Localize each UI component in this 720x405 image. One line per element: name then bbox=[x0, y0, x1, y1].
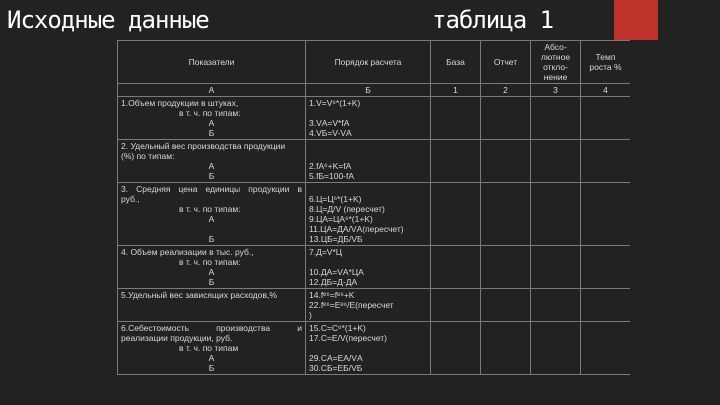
data-table bbox=[117, 40, 630, 375]
indicator-cell bbox=[118, 246, 306, 289]
indicator-text: 3. Средняя цена единицы продукции в bbox=[121, 184, 302, 194]
value-cell bbox=[431, 246, 481, 289]
indicator-text: Б bbox=[208, 171, 215, 181]
col-header-growth: Темп роста % bbox=[581, 41, 631, 84]
calc-text: 22.fᵉ⁶=Eᵉ⁶/E(пересчет bbox=[309, 300, 394, 310]
indicator-cell bbox=[118, 289, 306, 322]
indicator-text: А bbox=[208, 118, 215, 128]
col-header-calc: Порядок расчета bbox=[306, 41, 431, 84]
indicator-text: 1.Объем продукции в штуках, bbox=[121, 98, 239, 108]
indicator-text: в т. ч. по типам bbox=[179, 343, 239, 353]
value-cell bbox=[431, 289, 481, 322]
calc-text: 1.V=V⁶*(1+K) bbox=[309, 98, 361, 108]
table-row bbox=[118, 97, 631, 140]
indicator-text: 2. Удельный вес производства продукции bbox=[121, 141, 286, 151]
indicator-text: в т. ч. по типам: bbox=[179, 257, 241, 267]
indicator-text: руб., bbox=[121, 194, 140, 204]
value-cell bbox=[481, 322, 531, 375]
accent-bar bbox=[614, 0, 658, 40]
calc-text: 7.Д=V*Ц bbox=[309, 247, 343, 257]
page-title: Исходные данные bbox=[7, 6, 209, 34]
indicator-text: в т. ч. по типам: bbox=[179, 204, 241, 214]
indicator-cell bbox=[118, 140, 306, 183]
indicator-cell bbox=[118, 322, 306, 375]
value-cell bbox=[481, 246, 531, 289]
value-cell bbox=[431, 140, 481, 183]
value-cell bbox=[581, 97, 631, 140]
value-cell bbox=[481, 140, 531, 183]
col-number: 3 bbox=[531, 84, 581, 97]
indicator-text: (%) по типам: bbox=[121, 151, 175, 161]
calc-text: 3.VА=V*fА bbox=[309, 118, 350, 128]
indicator-text: А bbox=[208, 353, 215, 363]
calc-text: 11.ЦА=ДА/VА(пересчет) bbox=[309, 224, 404, 234]
value-cell bbox=[531, 97, 581, 140]
col-number: Б bbox=[306, 84, 431, 97]
value-cell bbox=[531, 289, 581, 322]
calc-text: 8.Ц=Д/V (пересчет) bbox=[309, 204, 385, 214]
calc-cell bbox=[306, 183, 431, 246]
col-header-indicator: Показатели bbox=[118, 41, 306, 84]
value-cell bbox=[431, 97, 481, 140]
calc-text: 17.C=E/V(пересчет) bbox=[309, 333, 387, 343]
calc-text: ) bbox=[309, 310, 312, 320]
col-number: 4 bbox=[581, 84, 631, 97]
indicator-text: 5.Удельный вес зависящих расходов,% bbox=[121, 290, 277, 300]
col-number: 1 bbox=[431, 84, 481, 97]
value-cell bbox=[481, 97, 531, 140]
col-number: 2 bbox=[481, 84, 531, 97]
indicator-cell bbox=[118, 183, 306, 246]
calc-cell bbox=[306, 140, 431, 183]
value-cell bbox=[581, 183, 631, 246]
table-header-row bbox=[118, 41, 631, 84]
value-cell bbox=[581, 289, 631, 322]
col-header-report: Отчет bbox=[481, 41, 531, 84]
table-label: таблица 1 bbox=[432, 6, 554, 34]
calc-text: 15.C=C⁶*(1+K) bbox=[309, 323, 366, 333]
calc-text: 12.ДБ=Д-ДА bbox=[309, 277, 358, 287]
value-cell bbox=[531, 140, 581, 183]
value-cell bbox=[481, 183, 531, 246]
calc-text: 4.VБ=V-VА bbox=[309, 128, 352, 138]
calc-text: 14.fᵉ⁶=fᵉ⁶+K bbox=[309, 290, 355, 300]
indicator-text: А bbox=[208, 267, 215, 277]
indicator-text: Б bbox=[208, 128, 215, 138]
table-row bbox=[118, 322, 631, 375]
value-cell bbox=[531, 322, 581, 375]
value-cell bbox=[581, 140, 631, 183]
calc-text: 13.ЦБ=ДБ/VБ bbox=[309, 234, 363, 244]
calc-text: 9.ЦА=ЦА⁶*(1+K) bbox=[309, 214, 373, 224]
indicator-text: в т. ч. по типам: bbox=[179, 108, 241, 118]
table-row bbox=[118, 289, 631, 322]
indicator-cell bbox=[118, 97, 306, 140]
indicator-text: Б bbox=[208, 234, 215, 244]
table-row bbox=[118, 140, 631, 183]
col-header-base: База bbox=[431, 41, 481, 84]
indicator-text: Б bbox=[208, 277, 215, 287]
value-cell bbox=[531, 246, 581, 289]
value-cell bbox=[581, 246, 631, 289]
indicator-text: А bbox=[208, 214, 215, 224]
calc-cell bbox=[306, 289, 431, 322]
calc-cell bbox=[306, 322, 431, 375]
indicator-text: А bbox=[208, 161, 215, 171]
calc-text: 5.fБ=100-fА bbox=[309, 171, 355, 181]
indicator-text: реализации продукции, руб. bbox=[121, 333, 233, 343]
table-row bbox=[118, 183, 631, 246]
calc-cell bbox=[306, 97, 431, 140]
value-cell bbox=[581, 322, 631, 375]
calc-text: 2.fА⁶+K=fА bbox=[309, 161, 352, 171]
calc-text: 10.ДА=VА*ЦА bbox=[309, 267, 364, 277]
indicator-text: Б bbox=[208, 363, 215, 373]
table-row bbox=[118, 246, 631, 289]
column-number-row bbox=[118, 84, 631, 97]
indicator-text: 6.Себестоимость производства и bbox=[121, 323, 302, 333]
value-cell bbox=[431, 322, 481, 375]
calc-text: 29.CА=EА/VА bbox=[309, 353, 363, 363]
calc-cell bbox=[306, 246, 431, 289]
value-cell bbox=[531, 183, 581, 246]
value-cell bbox=[431, 183, 481, 246]
calc-text: 30.CБ=EБ/VБ bbox=[309, 363, 363, 373]
value-cell bbox=[481, 289, 531, 322]
col-number: А bbox=[118, 84, 306, 97]
calc-text: 6.Ц=Ц⁶*(1+K) bbox=[309, 194, 362, 204]
col-header-deviation: Абсо-лютное откло-нение bbox=[531, 41, 581, 84]
indicator-text: 4. Объем реализации в тыс. руб., bbox=[121, 247, 254, 257]
data-table-container bbox=[117, 40, 630, 405]
